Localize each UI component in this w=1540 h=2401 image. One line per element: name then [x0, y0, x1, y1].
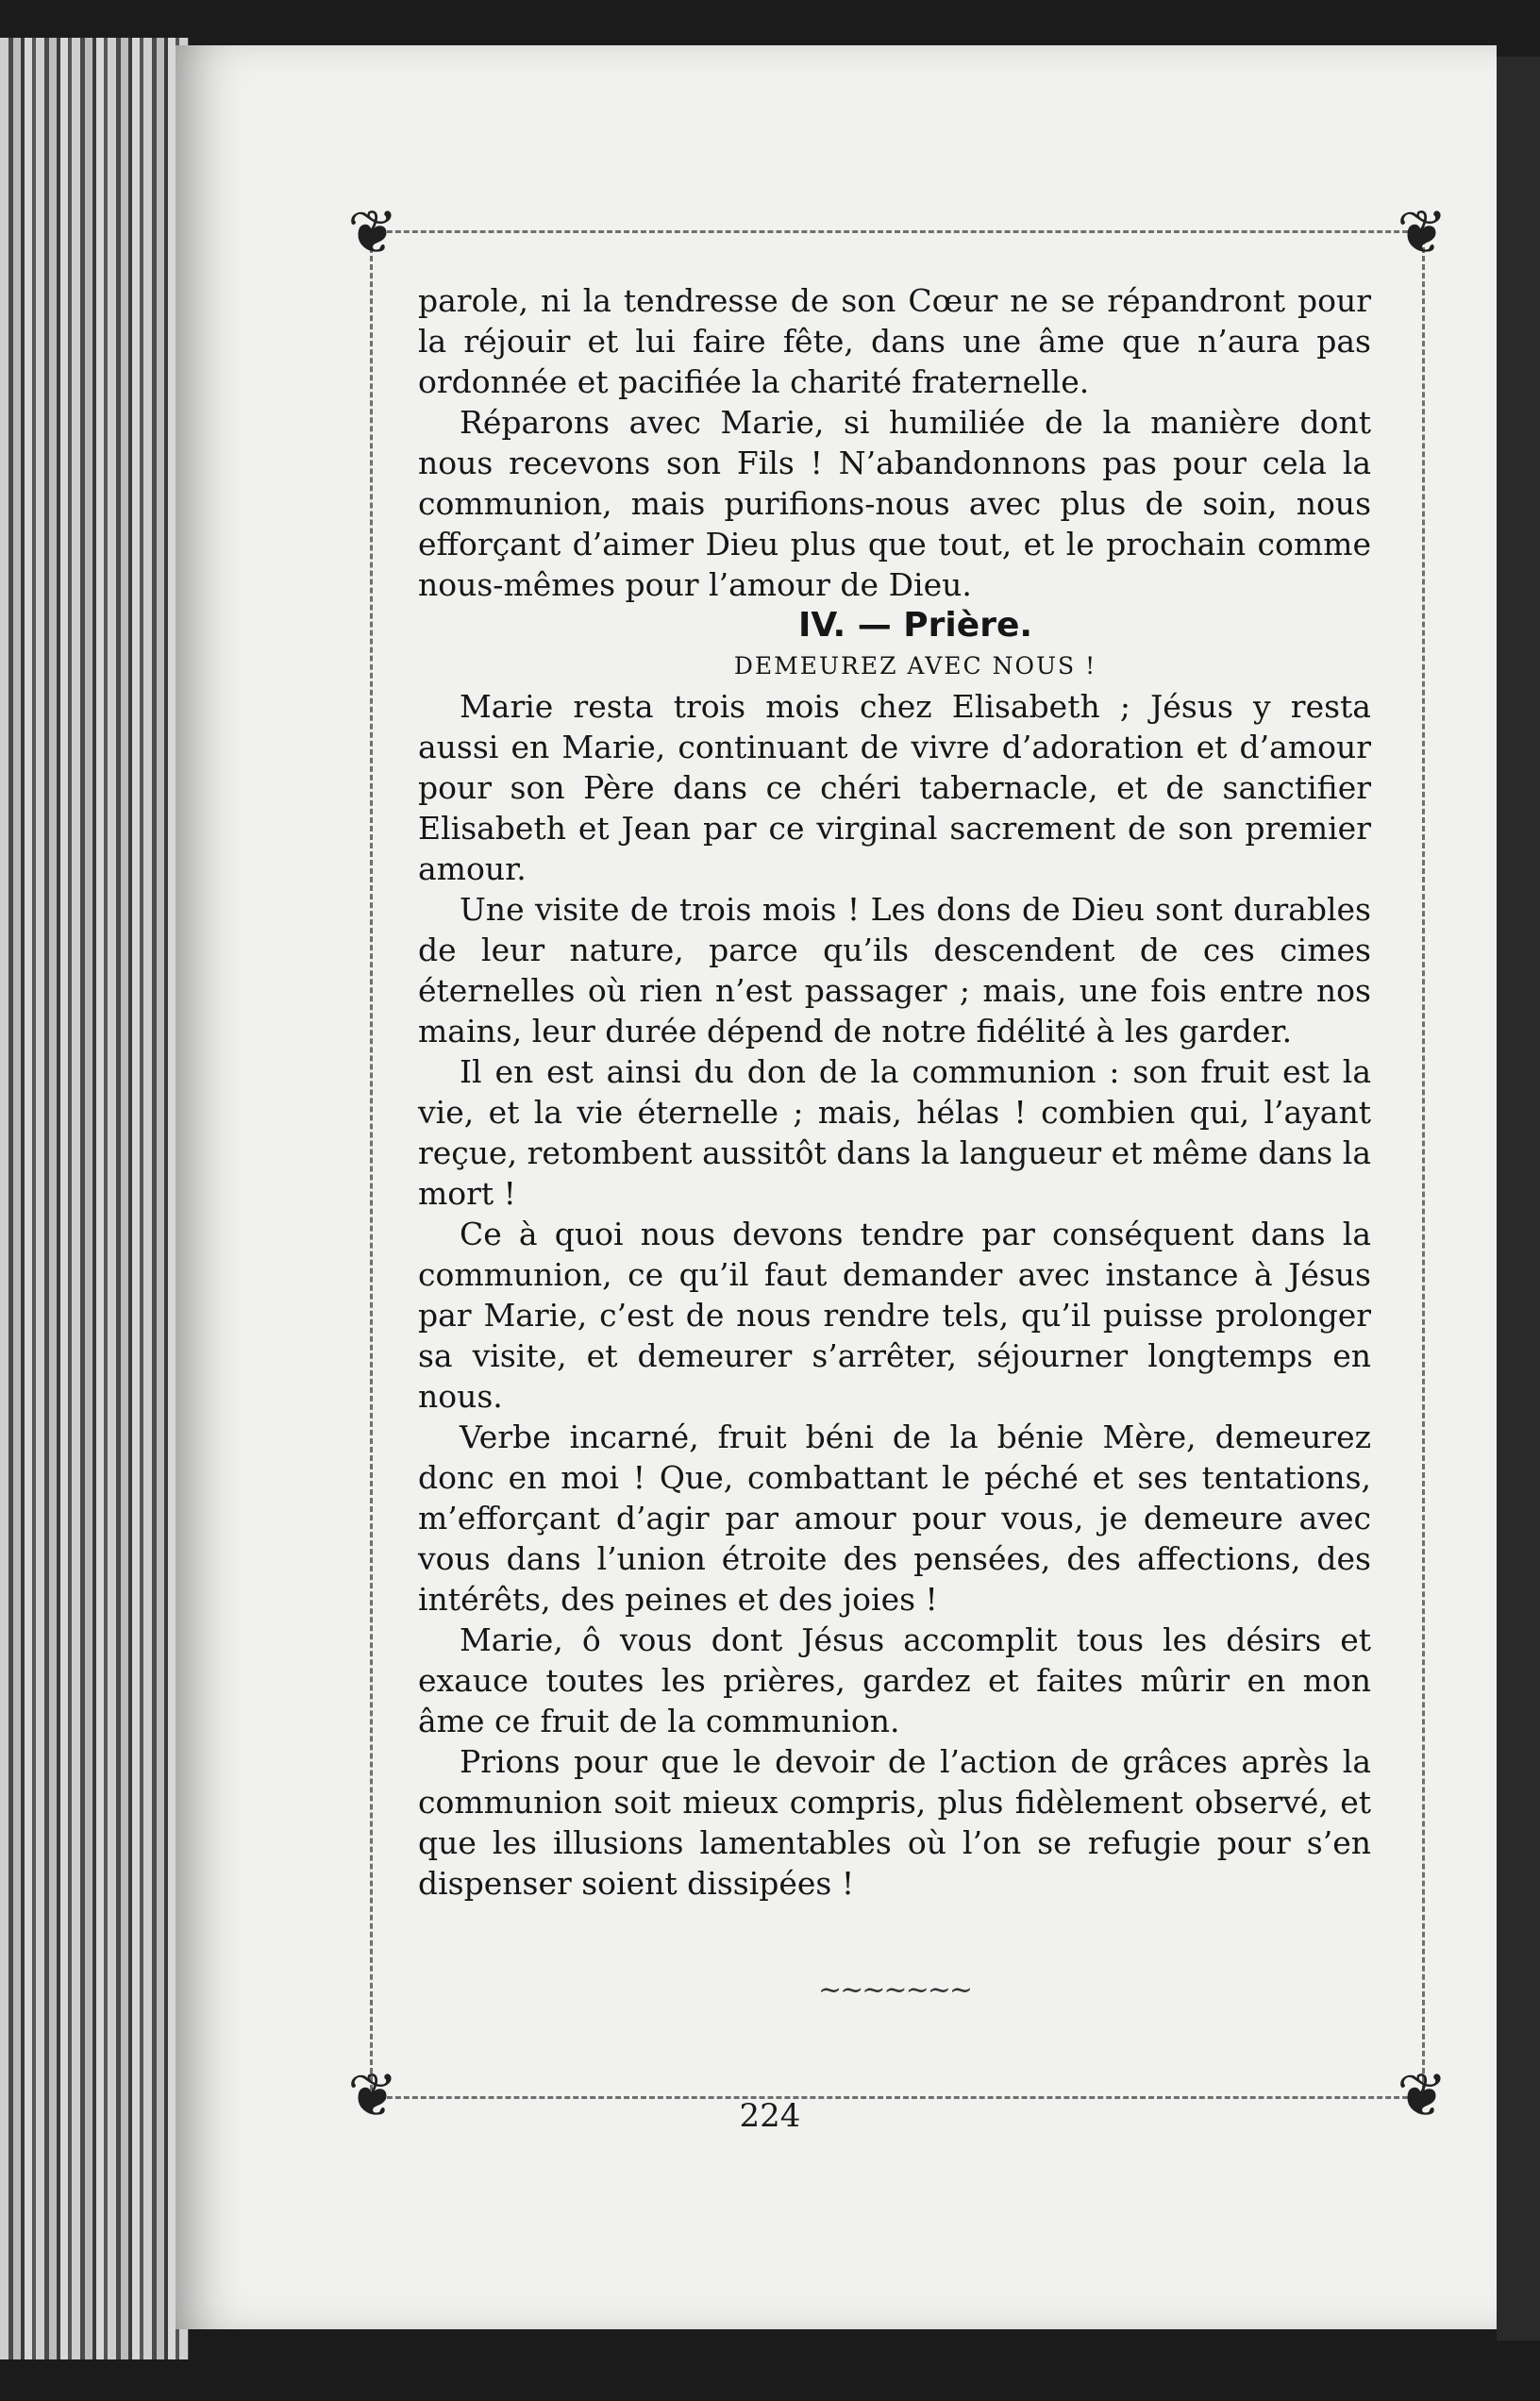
- paragraph: Prions pour que le devoir de l’action de grâces après la communion soit mieux compris, plus fidèlement observé, et que les illusions lamentables où l’on se refugie pour s’en dispenser soient dissipées !: [418, 1743, 1371, 1902]
- paragraph: Ce à quoi nous devons tendre par conséquent dans la communion, ce qu’il faut demander avec instance à Jésus par Marie, c’est de nous rendre tels, qu’il puisse prolonger sa visite, et demeurer s’arrêter, séjourner longtemps en nous.: [418, 1216, 1371, 1415]
- page-number: 224: [739, 2097, 801, 2135]
- paragraph: Marie resta trois mois chez Elisabeth ; Jésus y resta aussi en Marie, continuant de vivre d’adoration et d’amour pour son Père dans ce chéri tabernacle, et de sanctifier Elisabeth et Jean par ce virginal sacrement de son premier amour.: [418, 688, 1371, 887]
- paragraph: Il en est ainsi du don de la communion : son fruit est la vie, et la vie éternelle ; mais, hélas ! combien qui, l’ayant reçue, retombent aussitôt dans la langueur et même dans la mort !: [418, 1053, 1371, 1212]
- section-subheading: DEMEUREZ AVEC NOUS !: [733, 652, 1097, 680]
- paragraph: Réparons avec Marie, si humiliée de la manière dont nous recevons son Fils ! N’abandonnons pas pour cela la communion, mais purifions-nous avec plus de soin, nous efforçant d’aimer Dieu plus que tout, et le prochain comme nous-mêmes pour l’amour de Dieu.: [418, 404, 1371, 603]
- corner-flourish-icon: ❦: [1397, 2061, 1448, 2131]
- section-heading: IV. — Prière.: [797, 606, 1033, 645]
- corner-flourish-icon: ❦: [347, 198, 398, 268]
- book-page-edges: [0, 38, 189, 2359]
- corner-flourish-icon: ❦: [347, 2061, 398, 2131]
- paragraph: Une visite de trois mois ! Les dons de Dieu sont durables de leur nature, parce qu’ils descendent de ces cimes éternelles où rien n’est passager ; mais, une fois entre nos mains, leur durée dépend de notre fidélité à les garder.: [418, 891, 1371, 1049]
- scan-border: [1497, 57, 1540, 2341]
- paragraph: parole, ni la tendresse de son Cœur ne se répandront pour la réjouir et lui faire fête, dans une âme que n’aura pas ordonnée et pacifiée la charité fraternelle.: [418, 282, 1371, 400]
- paragraph: Verbe incarné, fruit béni de la bénie Mère, demeurez donc en moi ! Que, combattant le péché et ses tentations, m’efforçant d’agir par amour pour vous, je demeure avec vous dans l’union étroite des pensées, des affections, des intérêts, des peines et des joies !: [418, 1419, 1371, 1618]
- paragraph: Marie, ô vous dont Jésus accomplit tous les désirs et exauce toutes les prières, gardez et faites mûrir en mon âme ce fruit de la communion.: [418, 1621, 1371, 1739]
- page-content: [418, 280, 1371, 2010]
- corner-flourish-icon: ❦: [1397, 198, 1448, 268]
- end-ornament: ~~~~~~~: [818, 1973, 971, 2006]
